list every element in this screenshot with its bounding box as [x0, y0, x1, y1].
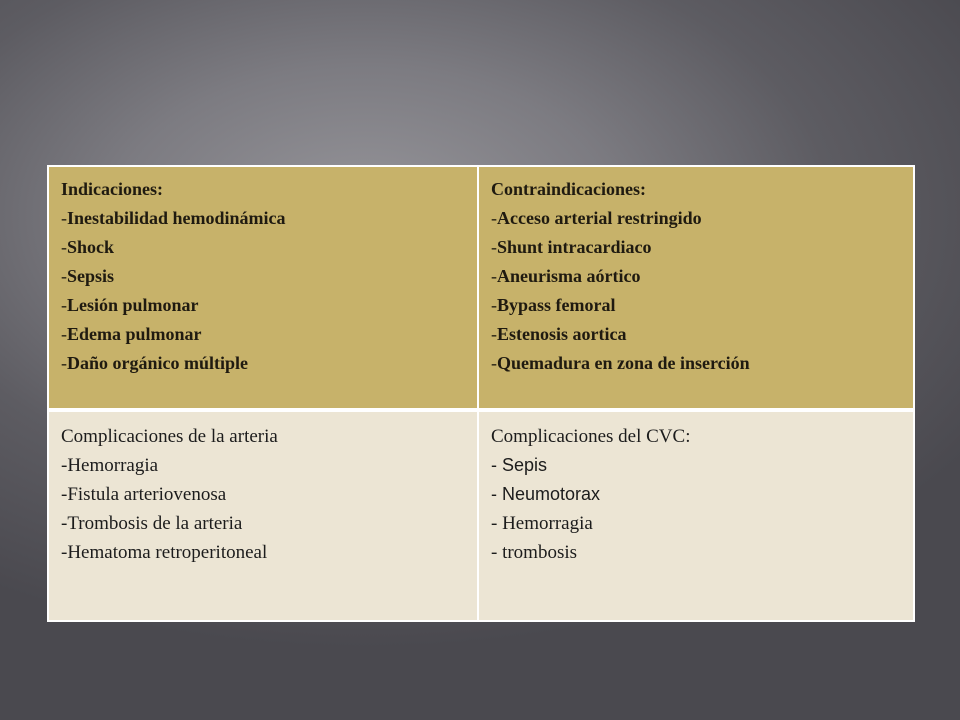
complicaciones-arteria-item: - Trombosis de la arteria: [61, 509, 465, 538]
indicaciones-item: - Shock: [61, 233, 465, 262]
indicaciones-item: - Lesión pulmonar: [61, 291, 465, 320]
complicaciones-arteria-item: - Hematoma retroperitoneal: [61, 538, 465, 567]
complicaciones-cvc-item: - trombosis: [491, 538, 901, 567]
complicaciones-cvc-item: - Sepis: [491, 451, 901, 480]
indicaciones-title: Indicaciones:: [61, 179, 164, 199]
complicaciones-cvc-item: - Neumotorax: [491, 480, 901, 509]
complicaciones-cvc-item: - Hemorragia: [491, 509, 901, 538]
indicaciones-item: - Sepsis: [61, 262, 465, 291]
contraindicaciones-cell: [478, 166, 914, 410]
contraindicaciones-item: - Estenosis aortica: [491, 320, 901, 349]
indicaciones-item: - Edema pulmonar: [61, 320, 465, 349]
indicaciones-item: - Daño orgánico múltiple: [61, 349, 465, 378]
contraindicaciones-title: Contraindicaciones:: [491, 179, 646, 199]
contraindicaciones-item: - Acceso arterial restringido: [491, 204, 901, 233]
complicaciones-arteria-item: - Hemorragia: [61, 451, 465, 480]
complicaciones-arteria-item: - Fistula arteriovenosa: [61, 480, 465, 509]
complicaciones-arteria-title: Complicaciones de la arteria: [61, 426, 278, 447]
contraindicaciones-item: - Bypass femoral: [491, 291, 901, 320]
complicaciones-arteria-cell: [48, 410, 478, 621]
table-row-header: [48, 166, 914, 410]
indicaciones-item: - Inestabilidad hemodinámica: [61, 204, 465, 233]
complicaciones-cvc-title: Complicaciones del CVC:: [491, 426, 691, 447]
table-row-body: [48, 410, 914, 621]
indicaciones-cell: [48, 166, 478, 410]
info-table: [47, 165, 915, 622]
contraindicaciones-item: - Aneurisma aórtico: [491, 262, 901, 291]
complicaciones-cvc-cell: [478, 410, 914, 621]
contraindicaciones-item: - Shunt intracardiaco: [491, 233, 901, 262]
contraindicaciones-item: - Quemadura en zona de inserción: [491, 349, 901, 378]
